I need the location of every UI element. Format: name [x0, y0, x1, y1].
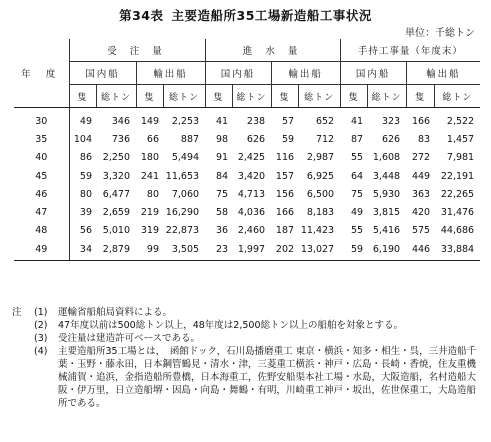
value-cell: 86: [79, 152, 92, 164]
value-cell: 3,420: [237, 170, 266, 182]
table-row: [14, 185, 480, 203]
gt-header: 総トン: [96, 85, 136, 108]
value-cell: 446: [406, 240, 434, 261]
value-cell: 116: [275, 152, 295, 164]
value-cell: 75: [351, 188, 364, 200]
value-cell: 59: [281, 133, 295, 145]
launches-domestic-header: 国内船: [205, 62, 271, 85]
value-cell: 59: [340, 240, 367, 261]
value-cell: 80: [79, 188, 92, 200]
gt-header: 総トン: [298, 85, 340, 108]
value-cell: 449: [411, 170, 431, 182]
value-cell: 55: [351, 225, 364, 237]
note-index: (2): [34, 320, 48, 331]
table-body: [14, 108, 480, 261]
value-cell: 319: [140, 225, 159, 237]
value-cell: 33,884: [434, 240, 480, 261]
note-index: (3): [34, 333, 48, 344]
value-cell: 44,686: [440, 225, 475, 237]
value-cell: 7,060: [171, 188, 200, 200]
value-cell: 23: [205, 240, 232, 261]
year-cell: 45: [14, 167, 69, 185]
value-cell: 272: [411, 152, 431, 164]
value-cell: 64: [351, 170, 364, 182]
value-cell: 238: [246, 115, 266, 127]
note-item: [12, 332, 482, 345]
value-cell: 6,190: [367, 240, 406, 261]
note-item: [12, 319, 482, 332]
value-cell: 736: [111, 133, 130, 145]
value-cell: 180: [140, 152, 159, 164]
value-cell: 11,653: [165, 170, 200, 182]
value-cell: 4,036: [237, 207, 266, 219]
table-title: 主要造船所35工場新造船工事状況: [171, 8, 372, 23]
value-cell: 4,713: [237, 188, 266, 200]
orders-header: 受 注 量: [69, 39, 205, 62]
value-cell: 6,500: [306, 188, 335, 200]
value-cell: 887: [180, 133, 200, 145]
note-index: (1): [34, 307, 48, 318]
year-cell: 35: [14, 130, 69, 148]
note-index: (4): [34, 346, 48, 357]
launches-export-header: 輸出船: [271, 62, 340, 85]
year-cell: 40: [14, 149, 69, 167]
value-cell: 22,191: [440, 170, 475, 182]
value-cell: 219: [140, 207, 159, 219]
value-cell: 6,477: [102, 188, 130, 200]
ships-header: 隻: [205, 85, 232, 108]
table-row: [14, 130, 480, 148]
value-cell: 2,987: [306, 152, 335, 164]
value-cell: 98: [215, 133, 229, 145]
value-cell: 323: [381, 115, 401, 127]
note-text: 受注量は建造許可ベースである。: [58, 333, 201, 344]
year-cell: 47: [14, 203, 69, 221]
value-cell: 652: [315, 115, 335, 127]
value-cell: 3,448: [372, 170, 401, 182]
value-cell: 5,494: [171, 152, 200, 164]
value-cell: 91: [215, 152, 229, 164]
value-cell: 16,290: [165, 207, 200, 219]
value-cell: 8,183: [306, 207, 335, 219]
value-cell: 3,505: [163, 240, 205, 261]
value-cell: 34: [69, 240, 96, 261]
value-cell: 104: [73, 133, 92, 145]
value-cell: 156: [275, 188, 295, 200]
value-cell: 83: [418, 133, 431, 145]
value-cell: 80: [146, 188, 159, 200]
table-row: [14, 108, 480, 131]
value-cell: 626: [246, 133, 266, 145]
value-cell: 57: [281, 115, 295, 127]
value-cell: 87: [351, 133, 364, 145]
value-cell: 1,608: [372, 152, 401, 164]
value-cell: 5,416: [372, 225, 401, 237]
value-cell: 7,981: [446, 152, 475, 164]
value-cell: 575: [411, 225, 431, 237]
year-cell: 30: [14, 108, 69, 131]
value-cell: 6,925: [306, 170, 335, 182]
value-cell: 626: [381, 133, 401, 145]
value-cell: 66: [146, 133, 159, 145]
year-cell: 48: [14, 222, 69, 240]
backlog-header: 手持工事量（年度末）: [340, 39, 480, 62]
note-item: [12, 345, 482, 410]
value-cell: 5,010: [102, 225, 130, 237]
value-cell: 41: [351, 115, 364, 127]
launches-header: 進 水 量: [205, 39, 340, 62]
value-cell: 5,930: [372, 188, 401, 200]
value-cell: 1,997: [232, 240, 271, 261]
notes-label: 注: [12, 307, 22, 318]
gt-header: 総トン: [367, 85, 406, 108]
value-cell: 56: [79, 225, 92, 237]
value-cell: 363: [411, 188, 431, 200]
value-cell: 13,027: [298, 240, 340, 261]
note-text: 主要造船所35工場とは， 函館ドック，石川島播磨重工 東京・横浜・知多・相生・呉，三井造船千葉・玉野・藤永田，日本鋼管鶴見・清水・津，三菱重工横浜・神戸・広島・長崎・香焼，住友重機械浦賀・追浜，金指造船所豊橋，日本海重工，佐野安船渠本社工場・水島，大阪造船，名村造船大阪・伊万里，日立造船堺・因島・向島・舞鶴・有明，川崎重工神戸・坂出，佐世保重工，大島造船所である。: [58, 346, 477, 409]
backlog-domestic-header: 国内船: [340, 62, 406, 85]
shipbuilding-table: [14, 39, 480, 261]
value-cell: 166: [411, 115, 431, 127]
value-cell: 2,425: [237, 152, 266, 164]
value-cell: 712: [315, 133, 335, 145]
year-cell: 46: [14, 185, 69, 203]
unit-label: 単位：千総トン: [405, 28, 475, 39]
value-cell: 1,457: [446, 133, 475, 145]
year-header: 年 度: [14, 39, 69, 108]
value-cell: 2,659: [102, 207, 130, 219]
orders-domestic-header: 国内船: [69, 62, 136, 85]
value-cell: 31,476: [440, 207, 475, 219]
gt-header: 総トン: [163, 85, 205, 108]
value-cell: 157: [275, 170, 295, 182]
value-cell: 49: [79, 115, 92, 127]
value-cell: 22,873: [165, 225, 200, 237]
value-cell: 202: [271, 240, 298, 261]
value-cell: 187: [275, 225, 295, 237]
value-cell: 420: [411, 207, 431, 219]
value-cell: 59: [79, 170, 92, 182]
value-cell: 39: [79, 207, 92, 219]
note-text: 47年度以前は500総トン以上，48年度は2,500総トン以上の船舶を対象とする。: [58, 320, 404, 331]
value-cell: 241: [140, 170, 159, 182]
ships-header: 隻: [271, 85, 298, 108]
table-row: [14, 203, 480, 221]
value-cell: 84: [215, 170, 229, 182]
table-row: [14, 167, 480, 185]
table-row: [14, 222, 480, 240]
value-cell: 41: [215, 115, 229, 127]
ships-header: 隻: [69, 85, 96, 108]
value-cell: 2,460: [237, 225, 266, 237]
table-number: 第34表: [119, 8, 164, 23]
value-cell: 58: [215, 207, 229, 219]
value-cell: 149: [140, 115, 159, 127]
value-cell: 346: [111, 115, 130, 127]
ships-header: 隻: [340, 85, 367, 108]
value-cell: 166: [275, 207, 295, 219]
year-cell: 49: [14, 240, 69, 261]
backlog-export-header: 輸出船: [406, 62, 480, 85]
page-title: [0, 6, 491, 24]
value-cell: 36: [215, 225, 229, 237]
value-cell: 55: [351, 152, 364, 164]
note-item: [12, 306, 482, 319]
table-row: [14, 240, 480, 261]
orders-export-header: 輸出船: [136, 62, 205, 85]
value-cell: 22,265: [440, 188, 475, 200]
gt-header: 総トン: [434, 85, 480, 108]
value-cell: 11,423: [300, 225, 335, 237]
note-text: 運輸省船舶局資料による。: [58, 307, 173, 318]
ships-header: 隻: [406, 85, 434, 108]
value-cell: 2,250: [102, 152, 130, 164]
gt-header: 総トン: [232, 85, 271, 108]
ships-header: 隻: [136, 85, 163, 108]
value-cell: 99: [136, 240, 163, 261]
value-cell: 75: [215, 188, 229, 200]
table-row: [14, 149, 480, 167]
notes: [12, 306, 482, 410]
value-cell: 2,253: [171, 115, 200, 127]
value-cell: 2,522: [446, 115, 475, 127]
value-cell: 2,879: [96, 240, 136, 261]
value-cell: 3,320: [102, 170, 130, 182]
value-cell: 3,815: [372, 207, 401, 219]
value-cell: 49: [351, 207, 364, 219]
